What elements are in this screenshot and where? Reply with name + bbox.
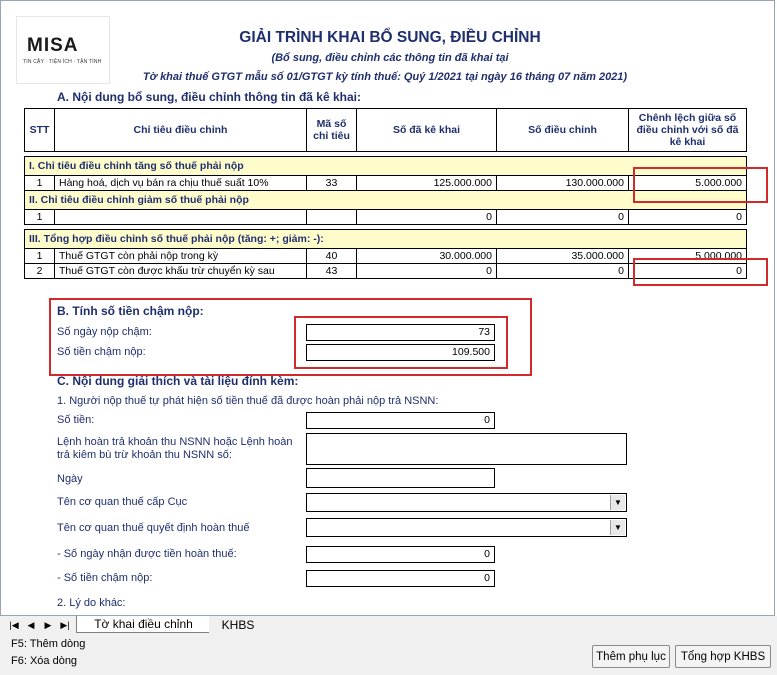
cell-name[interactable]: Hàng hoá, dịch vụ bán ra chịu thuế suất 10% [55, 176, 307, 191]
section-a-title: A. Nội dung bổ sung, điều chỉnh thông tin đã kê khai: [57, 90, 361, 104]
days-received-label: - Số ngày nhận được tiền hoàn thuế: [57, 548, 237, 560]
cell-diff: 0 [629, 210, 747, 225]
highlight-diff-row1 [633, 167, 768, 203]
col-header-adjusted: Số điều chỉnh [497, 109, 629, 152]
group-title-increase: I. Chỉ tiêu điều chỉnh tăng số thuế phải nộp [25, 157, 747, 176]
chevron-down-icon[interactable]: ▼ [610, 495, 625, 510]
late-payment-field[interactable]: 0 [306, 570, 495, 587]
section-b-title: B. Tính số tiền chậm nộp: [57, 304, 204, 318]
refund-authority-select[interactable] [306, 518, 627, 537]
cell-code: 33 [307, 176, 357, 191]
page-subtitle-period: Tờ khai thuế GTGT mẫu số 01/GTGT kỳ tính thuế: Quý 1/2021 tại ngày 16 tháng 07 năm 2021) [142, 71, 628, 83]
cell-stt: 1 [25, 249, 55, 264]
late-amount-field[interactable]: 109.500 [306, 344, 495, 361]
prev-sheet-icon[interactable]: ◀ [27, 619, 35, 630]
tax-dept-select[interactable] [306, 493, 627, 512]
item1-text: 1. Người nộp thuế tự phát hiện số tiền thuế đã được hoàn phải nộp trả NSNN: [57, 395, 439, 407]
tab-khbs[interactable]: KHBS [209, 616, 267, 633]
late-payment-label: - Số tiền chậm nộp: [57, 572, 153, 584]
cell-declared[interactable]: 125.000.000 [357, 176, 497, 191]
first-sheet-icon[interactable]: |◀ [9, 619, 19, 630]
col-header-code: Mã số chỉ tiêu [307, 109, 357, 152]
tab-to-khai-dieu-chinh[interactable]: Tờ khai điều chỉnh [76, 616, 211, 633]
cell-adjusted[interactable]: 0 [497, 264, 629, 279]
cell-stt: 2 [25, 264, 55, 279]
hint-delete-row: F6: Xóa dòng [11, 655, 78, 667]
cell-adjusted[interactable]: 35.000.000 [497, 249, 629, 264]
refund-order-label: Lệnh hoàn trả khoản thu NSNN hoặc Lệnh hoàn trả kiêm bù trừ khoản thu NSNN số: [57, 436, 293, 461]
last-sheet-icon[interactable]: ▶| [60, 619, 70, 630]
highlight-diff-summary [633, 258, 768, 286]
cell-declared[interactable]: 0 [357, 264, 497, 279]
cell-diff: 0 [629, 264, 747, 279]
cell-name: Thuế GTGT còn được khấu trừ chuyển kỳ sau [55, 264, 307, 279]
cell-diff: 5.000.000 [629, 176, 747, 191]
col-header-diff: Chênh lệch giữa số điều chỉnh với số đã kê khai [629, 109, 747, 152]
col-header-stt: STT [25, 109, 55, 152]
col-header-name: Chỉ tiêu điều chỉnh [55, 109, 307, 152]
item2-text: 2. Lý do khác: [57, 597, 126, 609]
cell-declared[interactable]: 0 [357, 210, 497, 225]
cell-code [307, 210, 357, 225]
page-title: GIẢI TRÌNH KHAI BỔ SUNG, ĐIỀU CHỈNH [239, 29, 541, 46]
cell-code: 43 [307, 264, 357, 279]
late-days-field[interactable]: 73 [306, 324, 495, 341]
table-row[interactable] [25, 210, 747, 225]
logo-wordmark: MISA [27, 35, 79, 56]
tax-dept-label: Tên cơ quan thuế cấp Cục [57, 496, 188, 508]
page-subtitle: (Bổ sung, điều chỉnh các thông tin đã khai tại [271, 52, 509, 64]
col-header-declared: Số đã kê khai [357, 109, 497, 152]
refund-amount-label: Số tiền: [57, 414, 95, 426]
summary-khbs-button[interactable]: Tổng hợp KHBS [675, 645, 771, 668]
hint-add-row: F5: Thêm dòng [11, 638, 86, 650]
next-sheet-icon[interactable]: ▶ [44, 619, 52, 630]
cell-stt: 1 [25, 210, 55, 225]
logo-tagline: TIN CẬY · TIỆN ÍCH · TẬN TÌNH [23, 59, 102, 65]
refund-amount-field[interactable]: 0 [306, 412, 495, 429]
days-received-field[interactable]: 0 [306, 546, 495, 563]
add-appendix-button[interactable]: Thêm phụ lục [592, 645, 670, 668]
misa-logo [16, 16, 110, 84]
refund-authority-label: Tên cơ quan thuế quyết định hoàn thuế [57, 522, 250, 534]
date-field[interactable] [306, 468, 495, 488]
late-days-label: Số ngày nộp chậm: [57, 326, 152, 338]
cell-code: 40 [307, 249, 357, 264]
refund-order-field[interactable] [306, 433, 627, 465]
cell-diff: 5.000.000 [629, 249, 747, 264]
chevron-down-icon[interactable]: ▼ [610, 520, 625, 535]
cell-name[interactable] [55, 210, 307, 225]
group-title-summary: III. Tổng hợp điều chỉnh số thuế phải nộp (tăng: +; giảm: -): [25, 230, 747, 249]
cell-stt: 1 [25, 176, 55, 191]
cell-adjusted[interactable]: 0 [497, 210, 629, 225]
late-amount-label: Số tiền chậm nộp: [57, 346, 146, 358]
cell-adjusted[interactable]: 130.000.000 [497, 176, 629, 191]
table-header-row [25, 109, 747, 152]
cell-name: Thuế GTGT còn phải nộp trong kỳ [55, 249, 307, 264]
date-label: Ngày [57, 473, 83, 485]
group-title-decrease: II. Chỉ tiêu điều chỉnh giảm số thuế phải nộp [25, 191, 747, 210]
cell-declared[interactable]: 30.000.000 [357, 249, 497, 264]
section-c-title: C. Nội dung giải thích và tài liệu đính kèm: [57, 374, 299, 388]
group-row-summary [25, 230, 747, 249]
